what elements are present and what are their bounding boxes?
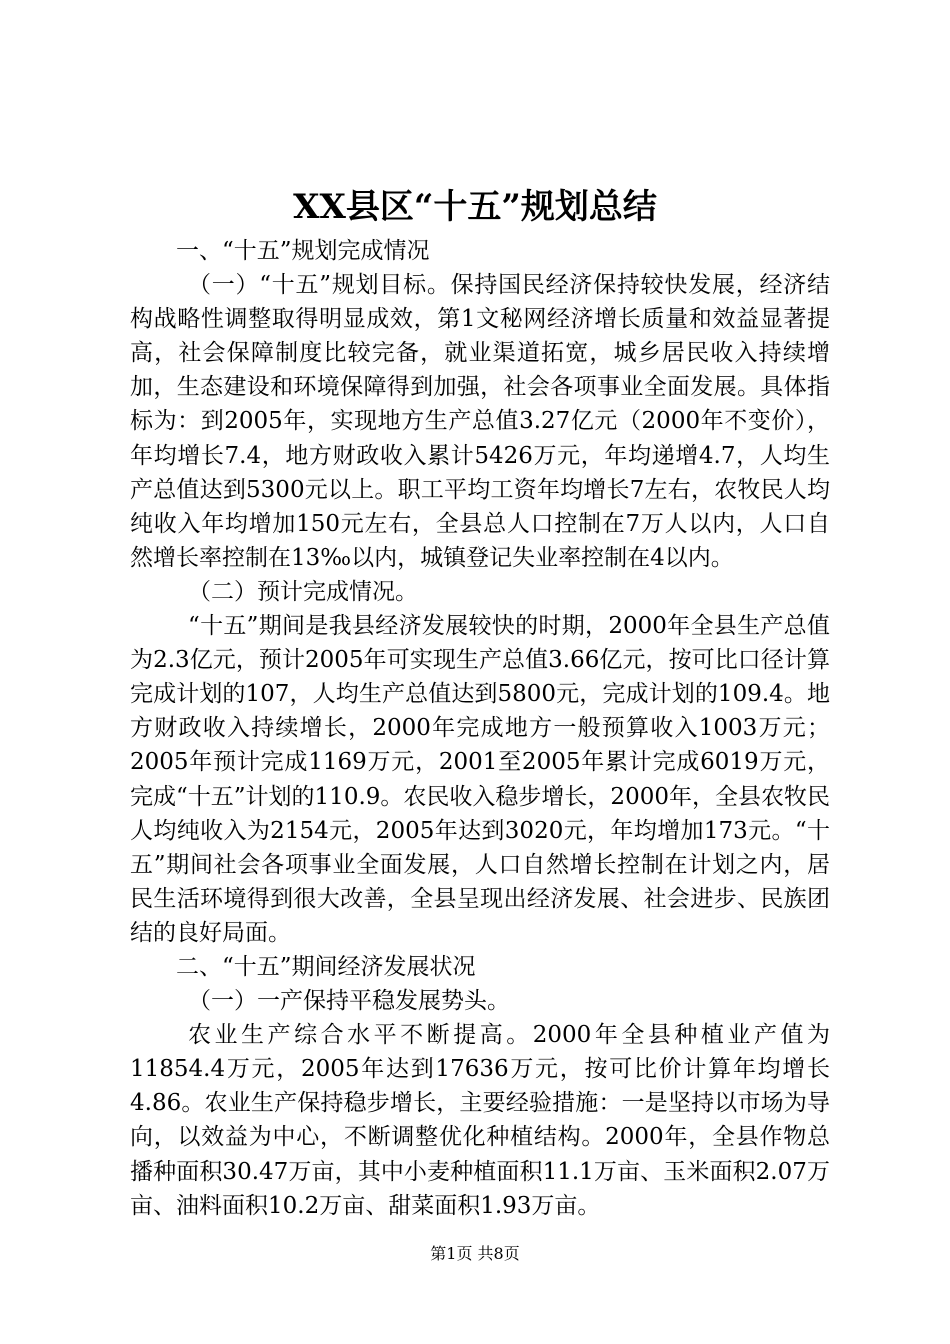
document-body: [130, 234, 830, 1223]
section-heading-1: 一、“十五”规划完成情况: [176, 238, 430, 264]
paragraph-agriculture: 农业生产综合水平不断提高。2000年全县种植业产值为11854.4万元，2005年达到17636万元，按可比价计算年均增长4.86。农业生产保持稳步增长，主要经验措施：一是坚持以市场为导向，以效益为中心，不断调整优化种植结构。2000年，全县作物总播种面积30.47万亩，其中小麦种植面积11.1万亩、玉米面积2.07万亩、油料面积10.2万亩、甜菜面积1.93万亩。: [130, 1022, 830, 1219]
subsection-planning-goals: （一）“十五”规划目标。保持国民经济保持较快发展，经济结构战略性调整取得明显成效，第1文秘网经济增长质量和效益显著提高，社会保障制度比较完备，就业渠道拓宽，城乡居民收入持续增加，生态建设和环境保障得到加强，社会各项事业全面发展。具体指标为：到2005年，实现地方生产总值3.27亿元（2000年不变价），年均增长7.4，地方财政收入累计5426万元，年均递增4.7，人均生产总值达到5300元以上。职工平均工资年均增长7左右，农牧民人均纯收入年均增加150元左右，全县总人口控制在7万人以内，人口自然增长率控制在13‰以内，城镇登记失业率控制在4以内。: [130, 272, 830, 571]
paragraph-completion-details: “十五”期间是我县经济发展较快的时期，2000年全县生产总值为2.3亿元，预计2005年可实现生产总值3.66亿元，按可比口径计算完成计划的107，人均生产总值达到5800元，完成计划的109.4。地方财政收入持续增长，2000年完成地方一般预算收入1003万元；2005年预计完成1169万元，2001至2005年累计完成6019万元，完成“十五”计划的110.9。农民收入稳步增长，2000年，全县农牧民人均纯收入为2154元，2005年达到3020元，年均增加173元。“十五”期间社会各项事业全面发展，人口自然增长控制在计划之内，居民生活环境得到很大改善，全县呈现出经济发展、社会进步、民族团结的良好局面。: [130, 613, 830, 946]
page-footer: 第1页 共8页: [430, 1244, 520, 1263]
subsection-expected-completion: （二）预计完成情况。: [188, 578, 418, 605]
document-title: XX县区“十五”规划总结: [293, 187, 657, 227]
subsection-primary-industry: （一）一产保持平稳发展势头。: [188, 988, 510, 1015]
section-heading-2: 二、“十五”期间经济发展状况: [176, 953, 476, 980]
